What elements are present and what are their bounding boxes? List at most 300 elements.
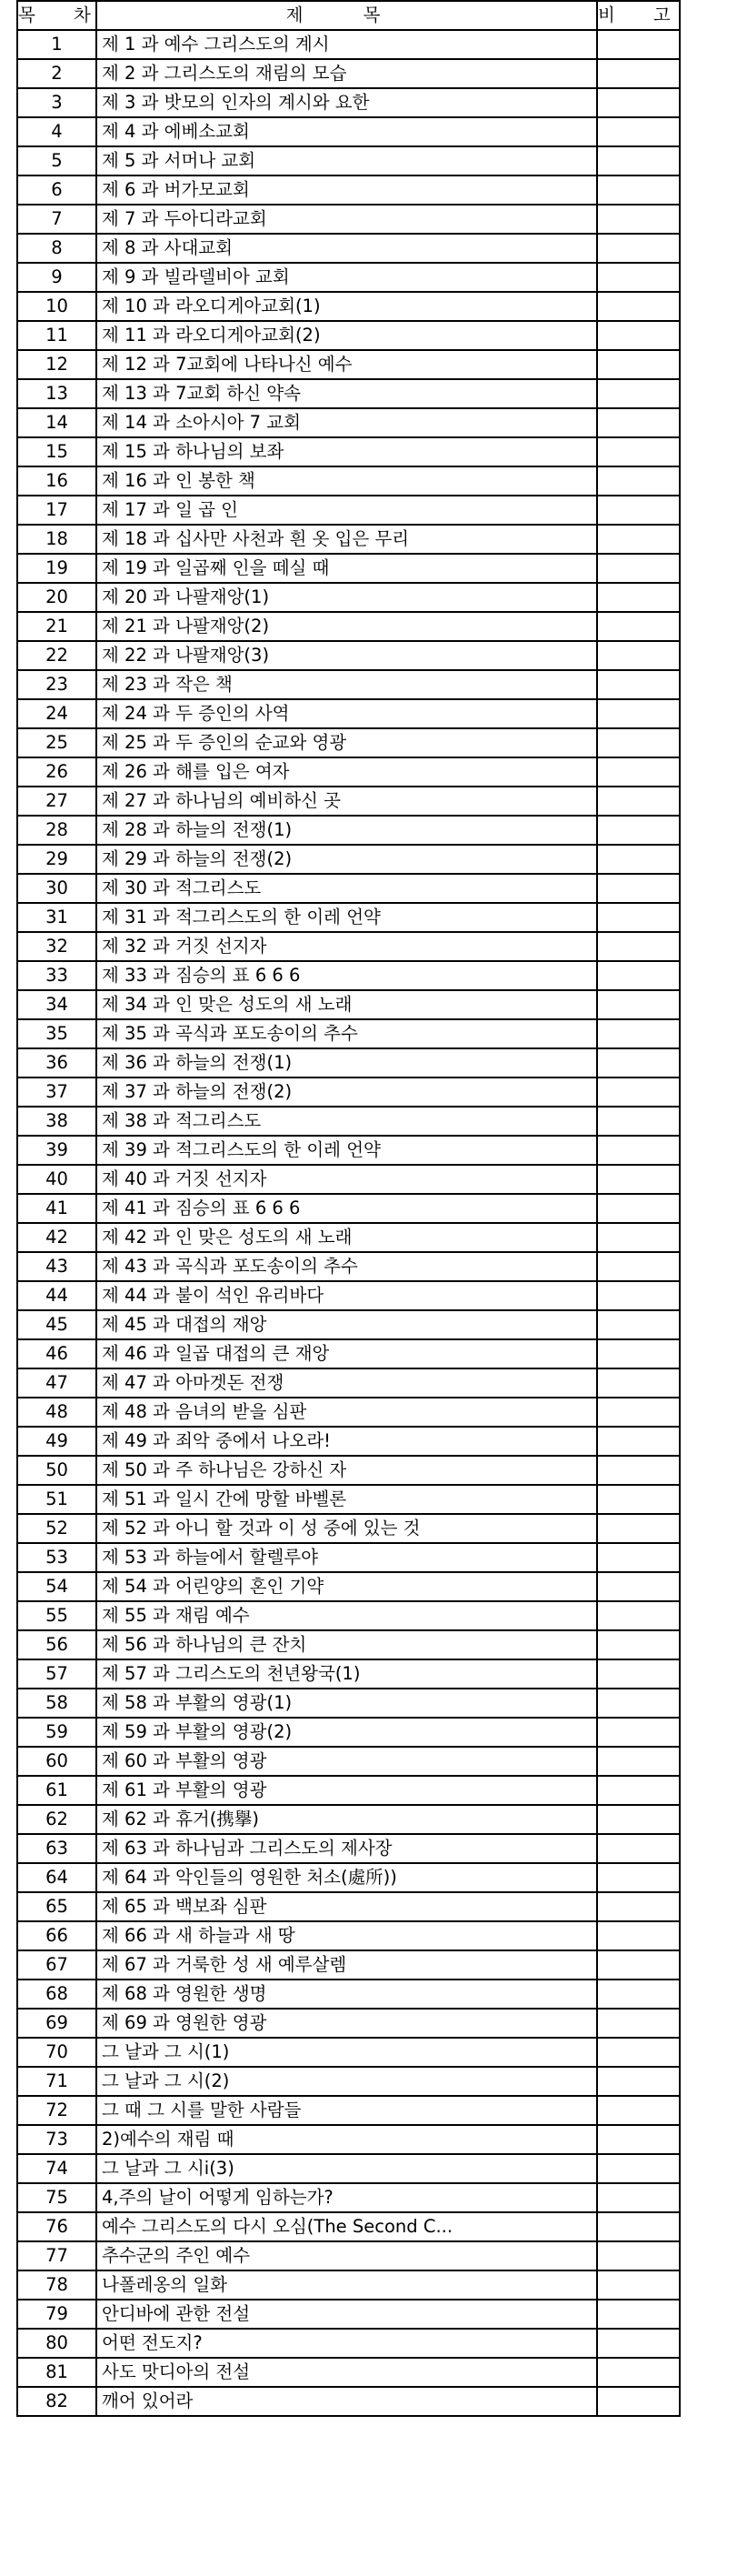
row-title: 제 58 과 부활의 영광(1) — [96, 1689, 597, 1718]
table-row — [17, 787, 680, 816]
row-note — [597, 1747, 680, 1776]
row-title: 예수 그리스도의 다시 오심(The Second C... — [96, 2212, 597, 2241]
row-number: 62 — [17, 1805, 96, 1834]
row-number: 38 — [17, 1107, 96, 1136]
row-title: 제 44 과 불이 석인 유리바다 — [96, 1281, 597, 1310]
table-row — [17, 2212, 680, 2241]
row-title: 제 6 과 버가모교회 — [96, 175, 597, 205]
row-note — [597, 408, 680, 437]
row-title: 제 18 과 십사만 사천과 흰 옷 입은 무리 — [96, 525, 597, 554]
row-number: 49 — [17, 1427, 96, 1456]
row-number: 37 — [17, 1078, 96, 1107]
row-note — [597, 1107, 680, 1136]
row-title: 제 11 과 라오디게아교회(2) — [96, 321, 597, 350]
row-number: 41 — [17, 1194, 96, 1223]
row-title: 제 10 과 라오디게아교회(1) — [96, 292, 597, 321]
table-row — [17, 932, 680, 961]
table-row — [17, 641, 680, 670]
row-note — [597, 1950, 680, 1980]
row-number: 78 — [17, 2270, 96, 2300]
table-row — [17, 554, 680, 583]
table-row — [17, 175, 680, 205]
header-note: 비 고 — [597, 1, 680, 30]
row-number: 60 — [17, 1747, 96, 1776]
row-number: 44 — [17, 1281, 96, 1310]
row-note — [597, 175, 680, 205]
table-row — [17, 1048, 680, 1078]
table-row — [17, 816, 680, 845]
row-note — [597, 1543, 680, 1572]
row-note — [597, 1863, 680, 1892]
table-row — [17, 350, 680, 379]
row-note — [597, 757, 680, 787]
row-title: 제 37 과 하늘의 전쟁(2) — [96, 1078, 597, 1107]
contents-table — [16, 0, 687, 2417]
table-row — [17, 903, 680, 932]
row-number: 76 — [17, 2212, 96, 2241]
row-title: 제 42 과 인 맞은 성도의 새 노래 — [96, 1223, 597, 1252]
row-number: 32 — [17, 932, 96, 961]
row-title: 제 21 과 나팔재앙(2) — [96, 612, 597, 641]
row-note — [597, 234, 680, 263]
row-number: 25 — [17, 728, 96, 757]
row-note — [597, 292, 680, 321]
table-row — [17, 59, 680, 88]
row-note — [597, 1398, 680, 1427]
table-row — [17, 845, 680, 874]
row-title: 제 33 과 짐승의 표 6 6 6 — [96, 961, 597, 990]
row-title: 제 63 과 하나님과 그리스도의 제사장 — [96, 1834, 597, 1863]
row-title: 제 13 과 7교회 하신 약속 — [96, 379, 597, 408]
row-title: 제 45 과 대접의 재앙 — [96, 1310, 597, 1339]
row-number: 45 — [17, 1310, 96, 1339]
row-note — [597, 1572, 680, 1601]
row-number: 21 — [17, 612, 96, 641]
row-title: 제 15 과 하나님의 보좌 — [96, 437, 597, 466]
table-row — [17, 1136, 680, 1165]
row-note — [597, 2009, 680, 2038]
row-number: 54 — [17, 1572, 96, 1601]
row-title: 제 57 과 그리스도의 천년왕국(1) — [96, 1659, 597, 1689]
row-title: 4,주의 날이 어떻게 임하는가? — [96, 2183, 597, 2212]
table-row — [17, 2300, 680, 2329]
row-title: 제 69 과 영원한 영광 — [96, 2009, 597, 2038]
row-number: 46 — [17, 1339, 96, 1368]
row-title: 제 31 과 적그리스도의 한 이레 언약 — [96, 903, 597, 932]
row-note — [597, 2387, 680, 2416]
table-row — [17, 2067, 680, 2096]
row-number: 47 — [17, 1368, 96, 1398]
row-number: 28 — [17, 816, 96, 845]
row-number: 11 — [17, 321, 96, 350]
row-number: 6 — [17, 175, 96, 205]
row-title: 제 23 과 작은 책 — [96, 670, 597, 699]
row-title: 제 39 과 적그리스도의 한 이레 언약 — [96, 1136, 597, 1165]
row-number: 69 — [17, 2009, 96, 2038]
row-note — [597, 30, 680, 59]
row-note — [597, 379, 680, 408]
table-row — [17, 2270, 680, 2300]
row-number: 8 — [17, 234, 96, 263]
row-number: 24 — [17, 699, 96, 728]
table-row — [17, 1863, 680, 1892]
row-note — [597, 437, 680, 466]
row-title: 그 때 그 시를 말한 사람들 — [96, 2096, 597, 2125]
table-of-contents-sheet — [16, 0, 687, 2417]
row-title: 제 61 과 부활의 영광 — [96, 1776, 597, 1805]
row-note — [597, 1310, 680, 1339]
row-title: 제 28 과 하늘의 전쟁(1) — [96, 816, 597, 845]
row-title: 제 25 과 두 증인의 순교와 영광 — [96, 728, 597, 757]
table-row — [17, 1747, 680, 1776]
row-number: 59 — [17, 1718, 96, 1747]
row-number: 42 — [17, 1223, 96, 1252]
table-row — [17, 263, 680, 292]
row-title: 제 65 과 백보좌 심판 — [96, 1892, 597, 1921]
row-number: 61 — [17, 1776, 96, 1805]
row-title: 제 54 과 어린양의 혼인 기약 — [96, 1572, 597, 1601]
row-title: 제 53 과 하늘에서 할렐루야 — [96, 1543, 597, 1572]
row-title: 사도 맛디아의 전설 — [96, 2358, 597, 2387]
row-number: 43 — [17, 1252, 96, 1281]
table-row — [17, 1572, 680, 1601]
row-note — [597, 1048, 680, 1078]
row-title: 추수군의 주인 예수 — [96, 2241, 597, 2270]
row-title: 제 49 과 죄악 중에서 나오라! — [96, 1427, 597, 1456]
row-number: 65 — [17, 1892, 96, 1921]
table-row — [17, 2329, 680, 2358]
row-number: 2 — [17, 59, 96, 88]
row-note — [597, 1892, 680, 1921]
row-title: 제 7 과 두아디라교회 — [96, 205, 597, 234]
table-row — [17, 1281, 680, 1310]
row-title: 제 14 과 소아시아 7 교회 — [96, 408, 597, 437]
row-note — [597, 146, 680, 175]
row-number: 80 — [17, 2329, 96, 2358]
table-row — [17, 2009, 680, 2038]
table-row — [17, 30, 680, 59]
row-note — [597, 2038, 680, 2067]
row-number: 22 — [17, 641, 96, 670]
row-note — [597, 1718, 680, 1747]
table-row — [17, 292, 680, 321]
row-note — [597, 1689, 680, 1718]
row-title: 제 3 과 밧모의 인자의 계시와 요한 — [96, 88, 597, 117]
row-number: 40 — [17, 1165, 96, 1194]
table-row — [17, 1980, 680, 2009]
row-number: 15 — [17, 437, 96, 466]
row-note — [597, 961, 680, 990]
row-note — [597, 1223, 680, 1252]
row-title: 제 43 과 곡식과 포도송이의 추수 — [96, 1252, 597, 1281]
row-number: 75 — [17, 2183, 96, 2212]
row-note — [597, 554, 680, 583]
row-title: 제 60 과 부활의 영광 — [96, 1747, 597, 1776]
table-row — [17, 874, 680, 903]
row-note — [597, 1834, 680, 1863]
row-note — [597, 2241, 680, 2270]
table-row — [17, 1892, 680, 1921]
row-title: 제 67 과 거룩한 성 새 예루살렘 — [96, 1950, 597, 1980]
table-row — [17, 2358, 680, 2387]
row-note — [597, 1514, 680, 1543]
table-row — [17, 146, 680, 175]
table-row — [17, 1339, 680, 1368]
row-number: 4 — [17, 117, 96, 146]
row-number: 79 — [17, 2300, 96, 2329]
row-note — [597, 990, 680, 1019]
row-title: 제 62 과 휴거(携擧) — [96, 1805, 597, 1834]
row-title: 제 66 과 새 하늘과 새 땅 — [96, 1921, 597, 1950]
table-row — [17, 1630, 680, 1659]
table-row — [17, 321, 680, 350]
row-number: 17 — [17, 496, 96, 525]
row-note — [597, 350, 680, 379]
row-title: 제 22 과 나팔재앙(3) — [96, 641, 597, 670]
row-title: 제 19 과 일곱째 인을 떼실 때 — [96, 554, 597, 583]
row-number: 81 — [17, 2358, 96, 2387]
table-row — [17, 1107, 680, 1136]
table-row — [17, 728, 680, 757]
row-title: 제 55 과 재림 예수 — [96, 1601, 597, 1630]
row-title: 제 2 과 그리스도의 재림의 모습 — [96, 59, 597, 88]
table-row — [17, 1223, 680, 1252]
row-title: 제 64 과 악인들의 영원한 처소(處所)) — [96, 1863, 597, 1892]
table-row — [17, 583, 680, 612]
table-row — [17, 699, 680, 728]
table-row — [17, 1601, 680, 1630]
row-title: 제 47 과 아마겟돈 전쟁 — [96, 1368, 597, 1398]
row-note — [597, 728, 680, 757]
table-row — [17, 1398, 680, 1427]
table-row — [17, 612, 680, 641]
table-row — [17, 1194, 680, 1223]
table-row — [17, 1921, 680, 1950]
header-title: 제 목 — [96, 1, 597, 30]
row-number: 63 — [17, 1834, 96, 1863]
row-number: 68 — [17, 1980, 96, 2009]
row-title: 제 29 과 하늘의 전쟁(2) — [96, 845, 597, 874]
row-note — [597, 1165, 680, 1194]
row-title: 제 34 과 인 맞은 성도의 새 노래 — [96, 990, 597, 1019]
table-body — [17, 30, 680, 2416]
row-note — [597, 816, 680, 845]
table-row — [17, 1718, 680, 1747]
row-number: 72 — [17, 2096, 96, 2125]
table-row — [17, 466, 680, 496]
row-number: 19 — [17, 554, 96, 583]
row-title: 2)예수의 재림 때 — [96, 2125, 597, 2154]
row-title: 그 날과 그 시(2) — [96, 2067, 597, 2096]
row-note — [597, 2358, 680, 2387]
row-note — [597, 321, 680, 350]
row-title: 제 36 과 하늘의 전쟁(1) — [96, 1048, 597, 1078]
row-number: 3 — [17, 88, 96, 117]
table-row — [17, 117, 680, 146]
row-note — [597, 2125, 680, 2154]
row-note — [597, 1252, 680, 1281]
row-note — [597, 1136, 680, 1165]
row-note — [597, 2270, 680, 2300]
row-title: 깨어 있어라 — [96, 2387, 597, 2416]
table-row — [17, 1019, 680, 1048]
table-row — [17, 1805, 680, 1834]
row-title: 그 날과 그 시i(3) — [96, 2154, 597, 2183]
row-note — [597, 845, 680, 874]
table-row — [17, 1310, 680, 1339]
row-number: 18 — [17, 525, 96, 554]
row-note — [597, 1456, 680, 1485]
table-row — [17, 379, 680, 408]
row-number: 33 — [17, 961, 96, 990]
table-row — [17, 234, 680, 263]
table-row — [17, 1368, 680, 1398]
table-row — [17, 1514, 680, 1543]
row-number: 82 — [17, 2387, 96, 2416]
row-number: 20 — [17, 583, 96, 612]
row-note — [597, 1368, 680, 1398]
row-note — [597, 1194, 680, 1223]
row-number: 10 — [17, 292, 96, 321]
row-note — [597, 496, 680, 525]
row-number: 36 — [17, 1048, 96, 1078]
row-note — [597, 670, 680, 699]
row-number: 51 — [17, 1485, 96, 1514]
row-number: 58 — [17, 1689, 96, 1718]
row-title: 제 1 과 예수 그리스도의 계시 — [96, 30, 597, 59]
table-row — [17, 961, 680, 990]
header-row — [17, 1, 680, 30]
row-title: 제 38 과 적그리스도 — [96, 1107, 597, 1136]
table-row — [17, 1689, 680, 1718]
row-number: 56 — [17, 1630, 96, 1659]
row-title: 제 68 과 영원한 생명 — [96, 1980, 597, 2009]
row-title: 제 35 과 곡식과 포도송이의 추수 — [96, 1019, 597, 1048]
row-note — [597, 874, 680, 903]
row-number: 73 — [17, 2125, 96, 2154]
row-note — [597, 263, 680, 292]
table-row — [17, 1165, 680, 1194]
row-note — [597, 1980, 680, 2009]
row-note — [597, 612, 680, 641]
row-number: 16 — [17, 466, 96, 496]
row-title: 제 32 과 거짓 선지자 — [96, 932, 597, 961]
table-row — [17, 1078, 680, 1107]
row-number: 7 — [17, 205, 96, 234]
row-note — [597, 466, 680, 496]
row-number: 9 — [17, 263, 96, 292]
row-title: 제 26 과 해를 입은 여자 — [96, 757, 597, 787]
table-row — [17, 2183, 680, 2212]
row-title: 제 5 과 서머나 교회 — [96, 146, 597, 175]
row-number: 48 — [17, 1398, 96, 1427]
row-number: 52 — [17, 1514, 96, 1543]
row-title: 제 9 과 빌라델비아 교회 — [96, 263, 597, 292]
row-title: 제 27 과 하나님의 예비하신 곳 — [96, 787, 597, 816]
row-number: 27 — [17, 787, 96, 816]
row-number: 53 — [17, 1543, 96, 1572]
table-row — [17, 2154, 680, 2183]
row-note — [597, 932, 680, 961]
row-note — [597, 2212, 680, 2241]
row-note — [597, 205, 680, 234]
row-number: 30 — [17, 874, 96, 903]
row-number: 50 — [17, 1456, 96, 1485]
row-note — [597, 1339, 680, 1368]
row-title: 제 12 과 7교회에 나타나신 예수 — [96, 350, 597, 379]
row-title: 제 56 과 하나님의 큰 잔치 — [96, 1630, 597, 1659]
row-note — [597, 699, 680, 728]
table-row — [17, 88, 680, 117]
row-note — [597, 903, 680, 932]
row-title: 제 16 과 인 봉한 책 — [96, 466, 597, 496]
table-row — [17, 1456, 680, 1485]
row-note — [597, 1630, 680, 1659]
table-row — [17, 2096, 680, 2125]
row-number: 77 — [17, 2241, 96, 2270]
table-row — [17, 1427, 680, 1456]
row-note — [597, 2067, 680, 2096]
table-row — [17, 757, 680, 787]
row-title: 제 17 과 일 곱 인 — [96, 496, 597, 525]
row-number: 14 — [17, 408, 96, 437]
row-note — [597, 117, 680, 146]
row-title: 그 날과 그 시(1) — [96, 2038, 597, 2067]
row-title: 안디바에 관한 전설 — [96, 2300, 597, 2329]
row-number: 71 — [17, 2067, 96, 2096]
row-title: 제 41 과 짐승의 표 6 6 6 — [96, 1194, 597, 1223]
table-row — [17, 525, 680, 554]
table-row — [17, 1834, 680, 1863]
row-note — [597, 88, 680, 117]
row-number: 39 — [17, 1136, 96, 1165]
table-row — [17, 2038, 680, 2067]
row-title: 제 52 과 아니 할 것과 이 성 중에 있는 것 — [96, 1514, 597, 1543]
row-number: 34 — [17, 990, 96, 1019]
row-note — [597, 1921, 680, 1950]
row-number: 57 — [17, 1659, 96, 1689]
row-note — [597, 2154, 680, 2183]
table-row — [17, 496, 680, 525]
row-number: 35 — [17, 1019, 96, 1048]
row-number: 55 — [17, 1601, 96, 1630]
row-number: 67 — [17, 1950, 96, 1980]
row-note — [597, 2183, 680, 2212]
row-title: 제 59 과 부활의 영광(2) — [96, 1718, 597, 1747]
row-title: 제 20 과 나팔재앙(1) — [96, 583, 597, 612]
table-row — [17, 2241, 680, 2270]
row-title: 나폴레옹의 일화 — [96, 2270, 597, 2300]
table-row — [17, 1659, 680, 1689]
row-number: 29 — [17, 845, 96, 874]
row-note — [597, 2329, 680, 2358]
table-row — [17, 2125, 680, 2154]
row-number: 66 — [17, 1921, 96, 1950]
row-title: 제 4 과 에베소교회 — [96, 117, 597, 146]
row-title: 제 48 과 음녀의 받을 심판 — [96, 1398, 597, 1427]
row-number: 26 — [17, 757, 96, 787]
row-title: 제 30 과 적그리스도 — [96, 874, 597, 903]
row-note — [597, 2096, 680, 2125]
row-note — [597, 641, 680, 670]
row-note — [597, 525, 680, 554]
row-number: 70 — [17, 2038, 96, 2067]
table-row — [17, 1252, 680, 1281]
table-row — [17, 2387, 680, 2416]
row-note — [597, 1078, 680, 1107]
row-note — [597, 1776, 680, 1805]
row-number: 64 — [17, 1863, 96, 1892]
